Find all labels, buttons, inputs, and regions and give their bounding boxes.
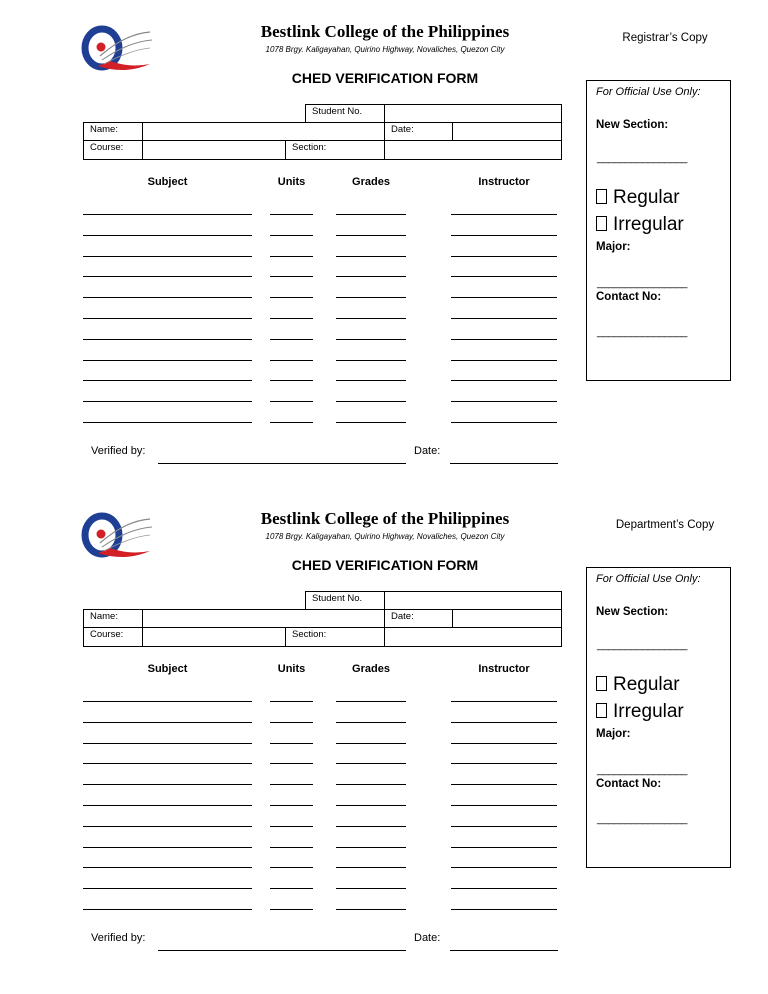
regular-label: Regular	[613, 187, 680, 208]
copy-label: Registrar’s Copy	[622, 32, 708, 44]
grades-entry-line[interactable]	[336, 763, 406, 764]
grades-entry-line[interactable]	[336, 214, 406, 215]
units-entry-line[interactable]	[270, 380, 313, 381]
section-label: Section:	[285, 140, 385, 160]
grades-entry-line[interactable]	[336, 701, 406, 702]
instructor-entry-line[interactable]	[451, 784, 557, 785]
subject-entry-line[interactable]	[83, 867, 252, 868]
units-entry-line[interactable]	[270, 276, 313, 277]
name-field[interactable]	[142, 122, 385, 141]
student-no-label: Student No.	[305, 591, 385, 610]
instructor-entry-line[interactable]	[451, 826, 557, 827]
grades-entry-line[interactable]	[336, 784, 406, 785]
units-entry-line[interactable]	[270, 701, 313, 702]
footer-date-label: Date:	[414, 932, 441, 944]
college-name: Bestlink College of the Philippines	[260, 509, 510, 528]
regular-checkbox[interactable]	[596, 676, 607, 691]
instructor-entry-line[interactable]	[451, 214, 557, 215]
units-entry-line[interactable]	[270, 401, 313, 402]
grades-entry-line[interactable]	[336, 909, 406, 910]
footer-date-label: Date:	[414, 445, 441, 457]
college-name: Bestlink College of the Philippines	[260, 22, 510, 41]
student-no-label: Student No.	[305, 104, 385, 123]
new-section-blank[interactable]: ________________	[597, 152, 687, 164]
regular-label: Regular	[613, 674, 680, 695]
grades-entry-line[interactable]	[336, 888, 406, 889]
grades-header: Grades	[352, 663, 390, 675]
new-section-label: New Section:	[596, 606, 669, 618]
instructor-entry-line[interactable]	[451, 422, 557, 423]
contact-no-blank[interactable]: ________________	[597, 813, 687, 825]
subject-entry-line[interactable]	[83, 826, 252, 827]
grades-entry-line[interactable]	[336, 360, 406, 361]
subject-entry-line[interactable]	[83, 784, 252, 785]
units-entry-line[interactable]	[270, 722, 313, 723]
grades-entry-line[interactable]	[336, 867, 406, 868]
subject-header: Subject	[147, 663, 188, 675]
instructor-entry-line[interactable]	[451, 235, 557, 236]
footer-date-line[interactable]	[450, 463, 558, 464]
name-field[interactable]	[142, 609, 385, 628]
instructor-header: Instructor	[478, 176, 530, 188]
subject-entry-line[interactable]	[83, 214, 252, 215]
contact-no-label: Contact No:	[596, 778, 662, 790]
instructor-entry-line[interactable]	[451, 256, 557, 257]
grades-entry-line[interactable]	[336, 422, 406, 423]
footer-date-line[interactable]	[450, 950, 558, 951]
grades-entry-line[interactable]	[336, 235, 406, 236]
date-label: Date:	[384, 609, 453, 628]
instructor-entry-line[interactable]	[451, 297, 557, 298]
instructor-entry-line[interactable]	[451, 722, 557, 723]
contact-no-label: Contact No:	[596, 291, 662, 303]
regular-option[interactable]	[596, 187, 680, 209]
grades-entry-line[interactable]	[336, 847, 406, 848]
form-title: CHED VERIFICATION FORM	[291, 557, 479, 573]
course-label: Course:	[83, 627, 143, 647]
units-entry-line[interactable]	[270, 784, 313, 785]
subject-entry-line[interactable]	[83, 360, 252, 361]
instructor-entry-line[interactable]	[451, 380, 557, 381]
instructor-entry-line[interactable]	[451, 867, 557, 868]
student-no-field[interactable]	[384, 591, 562, 610]
units-entry-line[interactable]	[270, 847, 313, 848]
college-address: 1078 Brgy. Kaligayahan, Quirino Highway, Novaliches, Quezon City	[265, 45, 505, 54]
college-logo	[80, 507, 154, 563]
units-header: Units	[277, 176, 306, 188]
grades-entry-line[interactable]	[336, 276, 406, 277]
units-entry-line[interactable]	[270, 826, 313, 827]
instructor-entry-line[interactable]	[451, 888, 557, 889]
subject-entry-line[interactable]	[83, 339, 252, 340]
date-label: Date:	[384, 122, 453, 141]
grades-header: Grades	[352, 176, 390, 188]
grades-entry-line[interactable]	[336, 339, 406, 340]
contact-no-blank[interactable]: ________________	[597, 326, 687, 338]
irregular-label: Irregular	[613, 214, 684, 235]
official-use-title: For Official Use Only:	[596, 573, 701, 585]
instructor-entry-line[interactable]	[451, 701, 557, 702]
course-field[interactable]	[142, 140, 286, 160]
regular-option[interactable]	[596, 674, 680, 696]
copy-label: Department’s Copy	[615, 519, 715, 531]
grades-entry-line[interactable]	[336, 380, 406, 381]
name-label: Name:	[83, 122, 143, 141]
units-entry-line[interactable]	[270, 867, 313, 868]
new-section-blank[interactable]: ________________	[597, 639, 687, 651]
units-header: Units	[277, 663, 306, 675]
subject-entry-line[interactable]	[83, 297, 252, 298]
name-label: Name:	[83, 609, 143, 628]
course-field[interactable]	[142, 627, 286, 647]
units-entry-line[interactable]	[270, 360, 313, 361]
instructor-entry-line[interactable]	[451, 360, 557, 361]
form-title: CHED VERIFICATION FORM	[291, 70, 479, 86]
major-blank[interactable]: ________________	[597, 277, 687, 289]
grades-entry-line[interactable]	[336, 401, 406, 402]
instructor-entry-line[interactable]	[451, 763, 557, 764]
instructor-entry-line[interactable]	[451, 805, 557, 806]
units-entry-line[interactable]	[270, 909, 313, 910]
irregular-option[interactable]	[596, 701, 684, 723]
section-label: Section:	[285, 627, 385, 647]
units-entry-line[interactable]	[270, 318, 313, 319]
units-entry-line[interactable]	[270, 214, 313, 215]
subject-entry-line[interactable]	[83, 805, 252, 806]
grades-entry-line[interactable]	[336, 722, 406, 723]
instructor-entry-line[interactable]	[451, 847, 557, 848]
course-label: Course:	[83, 140, 143, 160]
units-entry-line[interactable]	[270, 422, 313, 423]
units-entry-line[interactable]	[270, 297, 313, 298]
instructor-entry-line[interactable]	[451, 339, 557, 340]
grades-entry-line[interactable]	[336, 805, 406, 806]
college-address: 1078 Brgy. Kaligayahan, Quirino Highway, Novaliches, Quezon City	[265, 532, 505, 541]
irregular-checkbox[interactable]	[596, 216, 607, 231]
units-entry-line[interactable]	[270, 235, 313, 236]
subject-entry-line[interactable]	[83, 380, 252, 381]
official-use-box	[586, 80, 731, 381]
verified-by-label: Verified by:	[91, 445, 146, 457]
grades-entry-line[interactable]	[336, 318, 406, 319]
grades-entry-line[interactable]	[336, 297, 406, 298]
section-field[interactable]	[384, 140, 562, 160]
units-entry-line[interactable]	[270, 805, 313, 806]
new-section-label: New Section:	[596, 119, 669, 131]
subject-entry-line[interactable]	[83, 235, 252, 236]
subject-entry-line[interactable]	[83, 318, 252, 319]
subject-entry-line[interactable]	[83, 422, 252, 423]
subject-entry-line[interactable]	[83, 743, 252, 744]
subject-entry-line[interactable]	[83, 763, 252, 764]
subject-entry-line[interactable]	[83, 847, 252, 848]
subject-entry-line[interactable]	[83, 276, 252, 277]
verified-by-line[interactable]	[158, 950, 406, 951]
units-entry-line[interactable]	[270, 888, 313, 889]
units-entry-line[interactable]	[270, 256, 313, 257]
grades-entry-line[interactable]	[336, 743, 406, 744]
official-use-box	[586, 567, 731, 868]
verified-by-label: Verified by:	[91, 932, 146, 944]
instructor-entry-line[interactable]	[451, 743, 557, 744]
major-blank[interactable]: ________________	[597, 764, 687, 776]
student-no-field[interactable]	[384, 104, 562, 123]
subject-entry-line[interactable]	[83, 909, 252, 910]
instructor-entry-line[interactable]	[451, 276, 557, 277]
major-label: Major:	[596, 728, 631, 740]
units-entry-line[interactable]	[270, 743, 313, 744]
irregular-checkbox[interactable]	[596, 703, 607, 718]
instructor-entry-line[interactable]	[451, 318, 557, 319]
subject-header: Subject	[147, 176, 188, 188]
subject-entry-line[interactable]	[83, 701, 252, 702]
units-entry-line[interactable]	[270, 339, 313, 340]
subject-entry-line[interactable]	[83, 722, 252, 723]
grades-entry-line[interactable]	[336, 826, 406, 827]
units-entry-line[interactable]	[270, 763, 313, 764]
official-use-title: For Official Use Only:	[596, 86, 701, 98]
subject-entry-line[interactable]	[83, 888, 252, 889]
grades-entry-line[interactable]	[336, 256, 406, 257]
irregular-label: Irregular	[613, 701, 684, 722]
subject-entry-line[interactable]	[83, 256, 252, 257]
college-logo	[80, 20, 154, 76]
irregular-option[interactable]	[596, 214, 684, 236]
instructor-header: Instructor	[478, 663, 530, 675]
major-label: Major:	[596, 241, 631, 253]
department-copy	[0, 487, 768, 977]
date-field[interactable]	[452, 609, 562, 628]
verified-by-line[interactable]	[158, 463, 406, 464]
subject-entry-line[interactable]	[83, 401, 252, 402]
section-field[interactable]	[384, 627, 562, 647]
date-field[interactable]	[452, 122, 562, 141]
regular-checkbox[interactable]	[596, 189, 607, 204]
registrar-copy	[0, 0, 768, 490]
instructor-entry-line[interactable]	[451, 909, 557, 910]
instructor-entry-line[interactable]	[451, 401, 557, 402]
